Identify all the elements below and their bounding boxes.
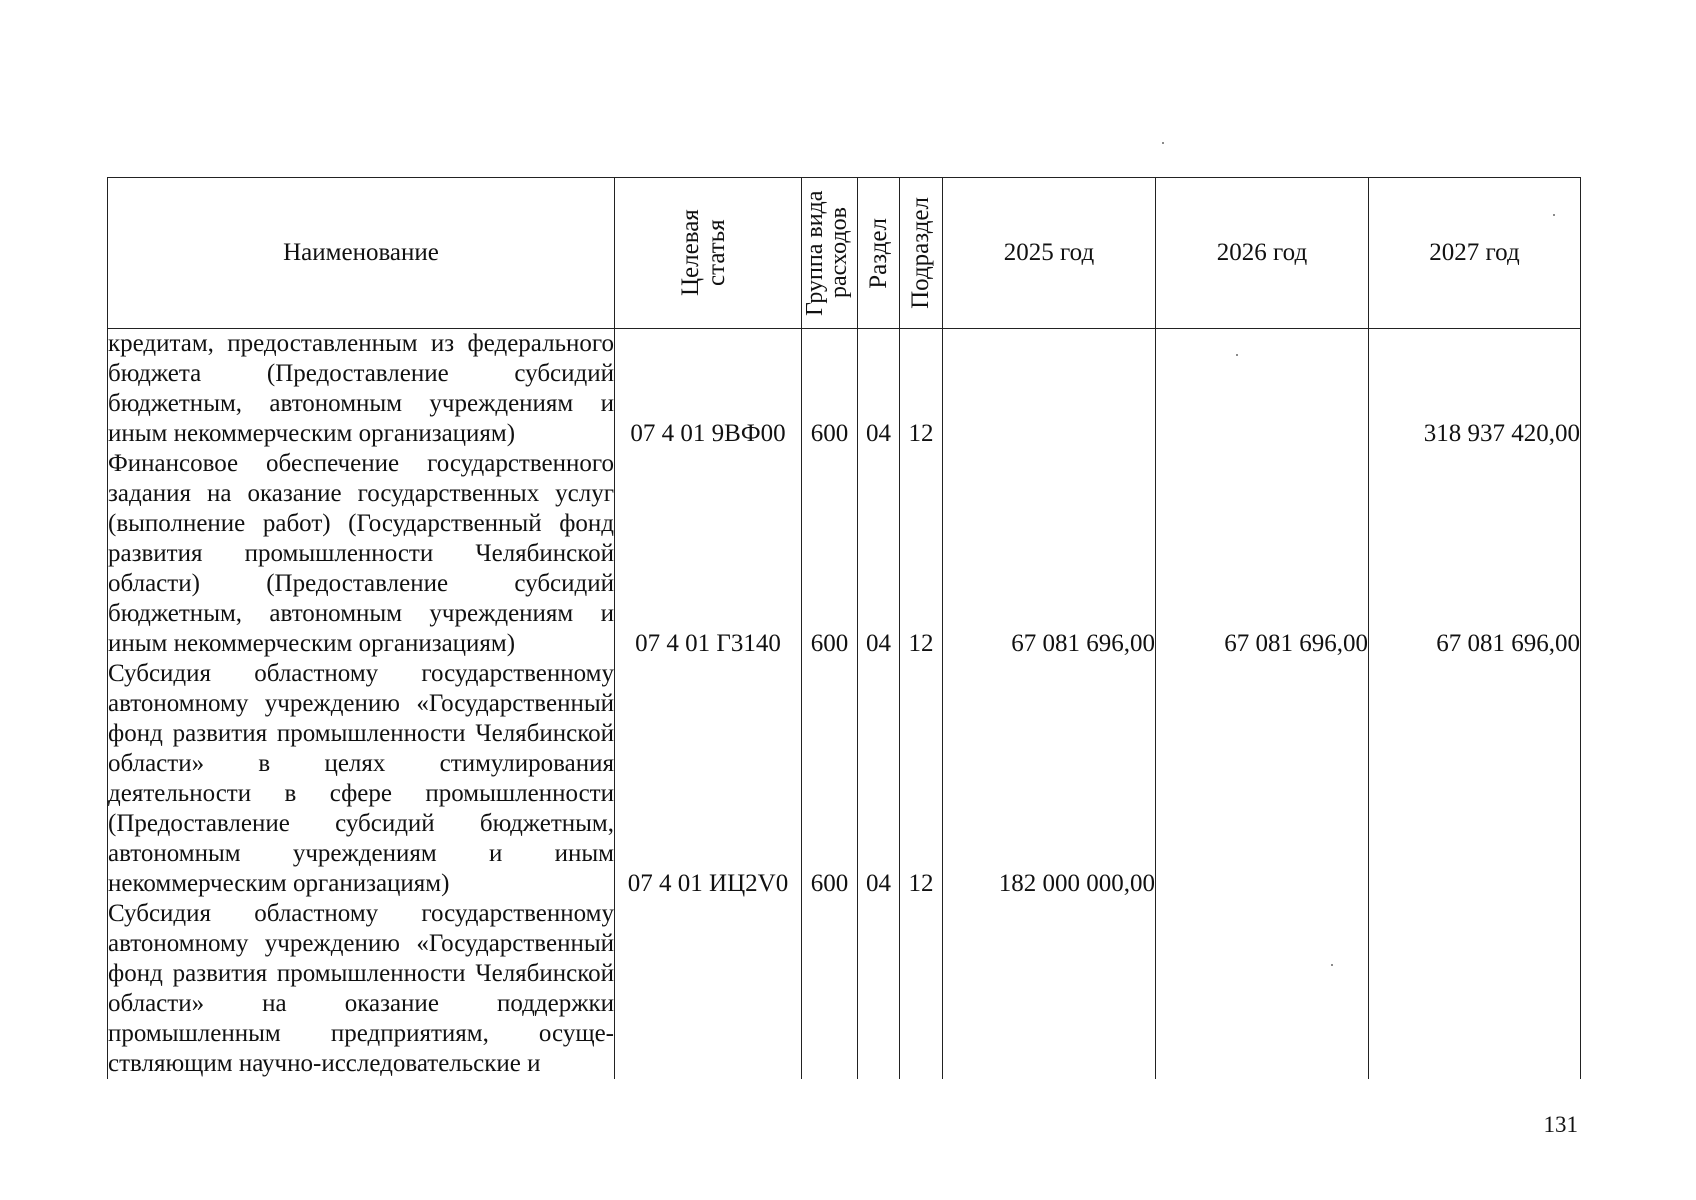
row-subsection: 12 xyxy=(900,329,943,450)
row-2025 xyxy=(943,899,1156,1079)
row-2026 xyxy=(1156,899,1369,1079)
header-subsection: Подраздел xyxy=(900,178,943,329)
row-2025: 67 081 696,00 xyxy=(943,449,1156,659)
row-2027 xyxy=(1369,899,1581,1079)
row-expense-group: 600 xyxy=(802,449,858,659)
row-section xyxy=(858,899,900,1079)
scan-speck xyxy=(1162,142,1164,144)
row-name: Субсидия областному государственному автономному учреждению «Государственный фонд развития промышленности Челябинской области» в целях стимулирования деятельности в сфере промышленности (Предоставление субсидий бюджетным, автономным учреждениям и иным некоммерческим организациям) xyxy=(108,660,614,897)
budget-table-container xyxy=(107,177,1580,1090)
header-expense-group: Группа вида расходов xyxy=(802,178,858,329)
scan-speck xyxy=(1331,964,1333,966)
page-number: 131 xyxy=(1543,1112,1578,1137)
row-target-article: 07 4 01 Г3140 xyxy=(615,449,802,659)
row-name: кредитам, предоставленным из федерального бюджета (Предоставление субсидий бюджетным, автономным учреждениям и иным некоммерческим организациям) xyxy=(108,330,614,447)
row-target-article: 07 4 01 9ВФ00 xyxy=(615,329,802,450)
row-2026 xyxy=(1156,329,1369,450)
row-section: 04 xyxy=(858,329,900,450)
row-2025 xyxy=(943,329,1156,450)
header-target-article: Целевая статья xyxy=(615,178,802,329)
row-target-article: 07 4 01 ИЦ2V0 xyxy=(615,659,802,899)
row-name: Финансовое обеспечение государственного задания на оказание государственных услуг (выполнение работ) (Государственный фонд развития промышленности Челябинской области) (Предоставление субсидий бюджетным, автономным учреждениям и иным некоммерческим организациям) xyxy=(108,450,614,657)
table-row xyxy=(108,449,1581,659)
scan-speck xyxy=(1236,354,1238,356)
row-2026 xyxy=(1156,659,1369,899)
row-section: 04 xyxy=(858,449,900,659)
row-expense-group xyxy=(802,899,858,1079)
table-row xyxy=(108,659,1581,899)
row-2027: 67 081 696,00 xyxy=(1369,449,1581,659)
header-2026: 2026 год xyxy=(1156,178,1369,329)
header-section: Раздел xyxy=(858,178,900,329)
row-subsection: 12 xyxy=(900,659,943,899)
table-row xyxy=(108,899,1581,1079)
header-name: Наименование xyxy=(108,178,615,329)
table-row xyxy=(108,329,1581,450)
header-2025: 2025 год xyxy=(943,178,1156,329)
row-subsection: 12 xyxy=(900,449,943,659)
row-2026: 67 081 696,00 xyxy=(1156,449,1369,659)
row-target-article xyxy=(615,899,802,1079)
header-2027: 2027 год xyxy=(1369,178,1581,329)
row-subsection xyxy=(900,899,943,1079)
row-2027 xyxy=(1369,659,1581,899)
budget-table xyxy=(107,177,1581,1079)
row-expense-group: 600 xyxy=(802,659,858,899)
row-2027: 318 937 420,00 xyxy=(1369,329,1581,450)
row-2025: 182 000 000,00 xyxy=(943,659,1156,899)
scan-speck xyxy=(1553,214,1555,216)
row-expense-group: 600 xyxy=(802,329,858,450)
row-name: Субсидия областному государственному автономному учреждению «Государственный фонд развития промышленности Челябинской области» на оказание поддержки промышленным предприятиям, осуществляющим научно-исследовательские и xyxy=(108,900,614,1077)
row-section: 04 xyxy=(858,659,900,899)
table-header-row xyxy=(108,178,1581,329)
